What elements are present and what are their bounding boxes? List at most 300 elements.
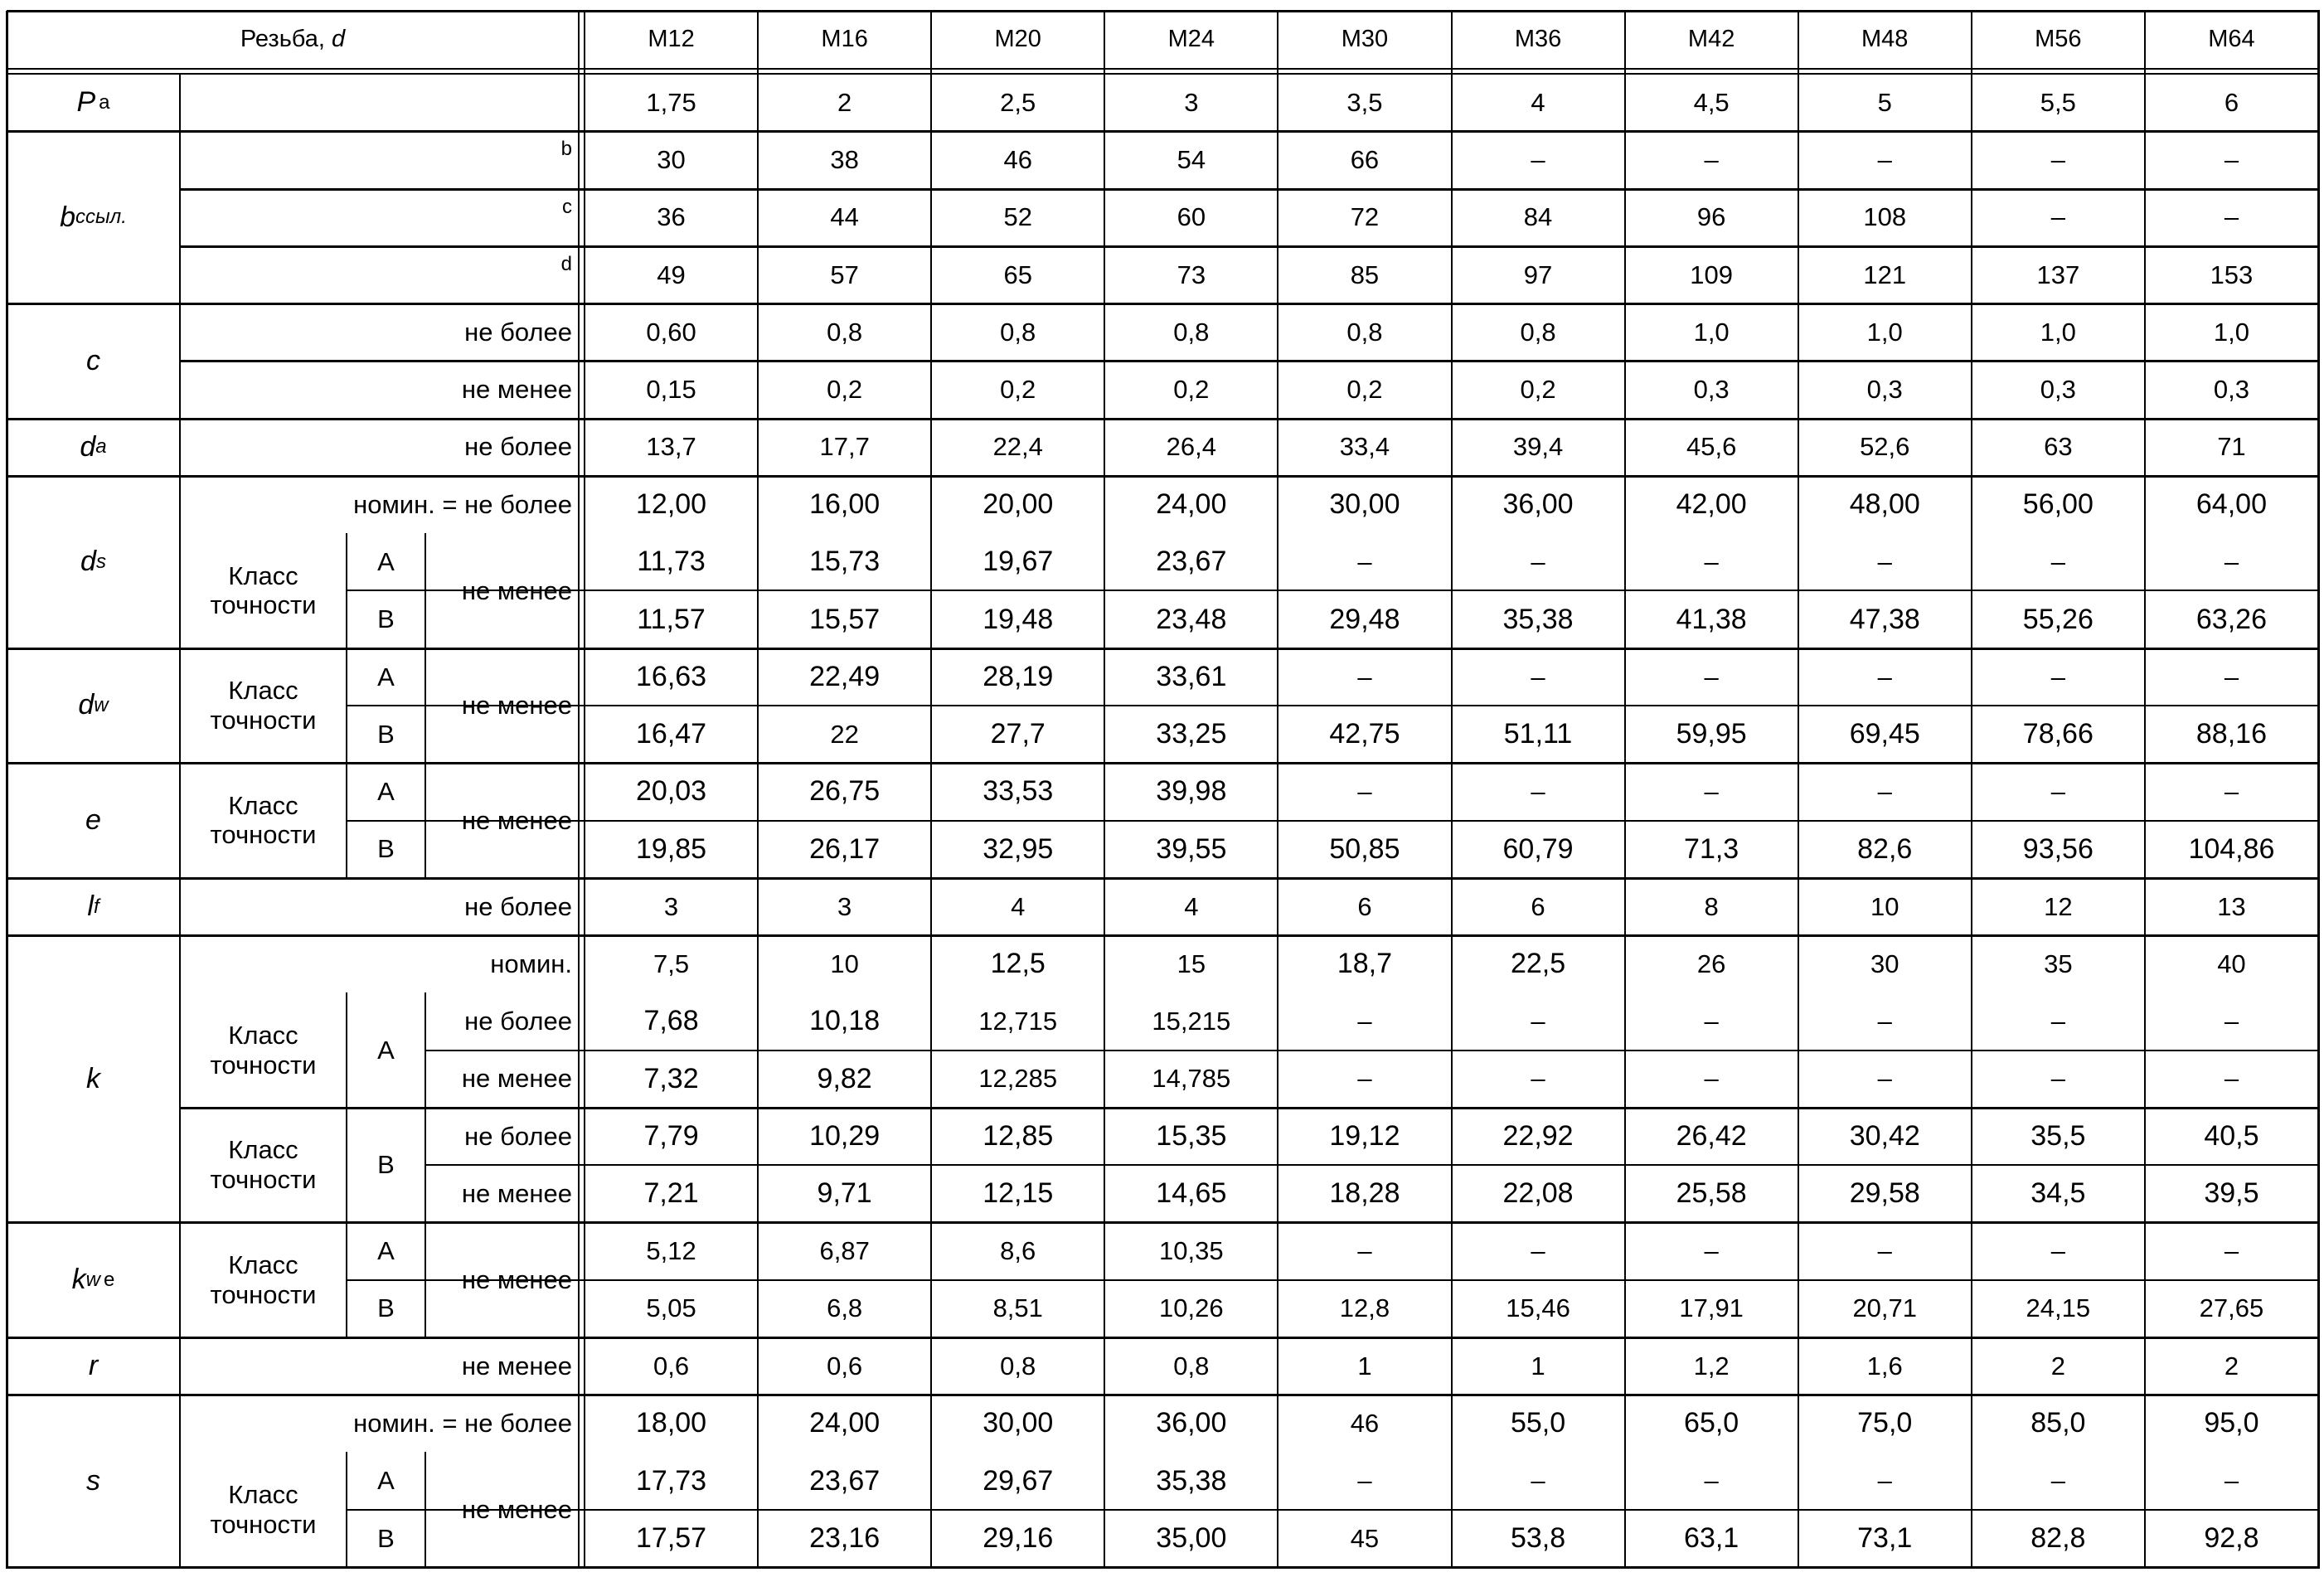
value-cell: 71 <box>2217 432 2246 462</box>
value-cell: – <box>1877 145 1892 175</box>
value-cell: 73 <box>1177 260 1206 289</box>
value-cell: 4 <box>1531 87 1545 117</box>
value-cell: 63,1 <box>1684 1521 1739 1554</box>
value-cell: 17,57 <box>636 1521 707 1554</box>
empty-label <box>180 74 579 131</box>
value-cell: – <box>2050 145 2065 175</box>
limit-label: не более <box>464 317 572 347</box>
value-cell: 1,2 <box>1693 1351 1730 1380</box>
limit-label: не менее <box>461 1264 572 1294</box>
value-cell: – <box>1531 777 1545 807</box>
grid-line <box>425 1222 426 1339</box>
value-cell: 85 <box>1350 260 1380 289</box>
accuracy-class-label: Класс точности <box>210 560 317 620</box>
value-cell: 0,8 <box>827 317 863 347</box>
value-cell: – <box>1877 1236 1892 1266</box>
grid-line <box>346 763 347 880</box>
value-cell: – <box>2224 777 2239 807</box>
value-cell: 35,38 <box>1502 603 1574 635</box>
grid-line <box>7 1566 2320 1569</box>
value-cell: 0,2 <box>1346 375 1383 405</box>
thread-size-header: M42 <box>1687 26 1735 53</box>
value-cell: 18,00 <box>636 1407 707 1439</box>
thread-size-header: M30 <box>1341 26 1389 53</box>
param-symbol-k <box>7 935 180 1222</box>
value-cell: 22,4 <box>992 432 1043 462</box>
value-cell: 24,00 <box>809 1407 881 1439</box>
grid-line <box>1451 11 1453 1569</box>
grid-line <box>425 992 426 1224</box>
limit-label: не менее <box>461 691 572 721</box>
value-cell: 97 <box>1523 260 1553 289</box>
value-cell: 24,15 <box>2026 1293 2091 1323</box>
value-cell: 7,21 <box>643 1177 699 1210</box>
accuracy-class-b: B <box>377 604 395 634</box>
value-cell: 46 <box>1003 145 1032 175</box>
accuracy-class-a: A <box>377 662 395 691</box>
value-cell: 2 <box>2224 1351 2239 1380</box>
value-cell: 0,8 <box>1000 317 1036 347</box>
value-cell: 36,00 <box>1156 1407 1227 1439</box>
value-cell: 15,35 <box>1156 1119 1227 1152</box>
value-cell: 6,8 <box>827 1293 863 1323</box>
param-subscript: w <box>94 694 109 717</box>
grid-line <box>1104 11 1105 1569</box>
value-cell: 84 <box>1523 202 1553 232</box>
value-cell: 108 <box>1863 202 1907 232</box>
value-cell: 23,16 <box>809 1521 881 1554</box>
value-cell: 45,6 <box>1686 432 1737 462</box>
value-cell: – <box>1357 1466 1372 1496</box>
value-cell: – <box>2050 546 2065 576</box>
limit-label: не более <box>464 891 572 921</box>
value-cell: – <box>1704 1064 1719 1094</box>
value-cell: 22,08 <box>1502 1177 1574 1210</box>
value-cell: 82,8 <box>2030 1521 2086 1554</box>
value-cell: 10 <box>1870 891 1899 921</box>
value-cell: 26,4 <box>1166 432 1217 462</box>
param-symbol-dw <box>7 648 180 764</box>
grid-line <box>2317 11 2320 1569</box>
param-symbol: k <box>71 1264 86 1296</box>
accuracy-class-label: Класс точности <box>210 1135 317 1195</box>
value-cell: 32,95 <box>982 832 1054 865</box>
value-cell: 22,92 <box>1502 1119 1574 1152</box>
value-cell: 42,00 <box>1676 488 1747 520</box>
value-cell: 15,73 <box>809 546 881 578</box>
value-cell: – <box>2224 1466 2239 1496</box>
value-cell: 16,00 <box>809 488 881 520</box>
value-cell: 12,8 <box>1339 1293 1390 1323</box>
value-cell: 63,26 <box>2195 603 2267 635</box>
value-cell: 29,58 <box>1849 1177 1920 1210</box>
value-cell: 29,48 <box>1329 603 1400 635</box>
value-cell: 6 <box>2224 87 2239 117</box>
value-cell: 39,98 <box>1156 775 1227 808</box>
param-symbol: c <box>86 344 100 376</box>
value-cell: 11,57 <box>637 603 706 635</box>
grid-line <box>425 763 426 880</box>
value-cell: 0,15 <box>646 375 696 405</box>
value-cell: 12,00 <box>636 488 707 520</box>
value-cell: 65 <box>1003 260 1032 289</box>
value-cell: 46 <box>1350 1409 1380 1438</box>
value-cell: 35,00 <box>1156 1521 1227 1554</box>
value-cell: – <box>1704 1007 1719 1036</box>
value-cell: 1,6 <box>1866 1351 1903 1380</box>
value-cell: 1,0 <box>1866 317 1903 347</box>
value-cell: 49 <box>657 260 686 289</box>
param-symbol-ds <box>7 476 180 648</box>
value-cell: 17,73 <box>636 1464 707 1497</box>
grid-line <box>2144 11 2146 1569</box>
accuracy-class-b: B <box>377 1523 395 1553</box>
value-cell: 60,79 <box>1502 832 1574 865</box>
value-cell: – <box>2050 1064 2065 1094</box>
grid-line <box>6 11 8 1569</box>
value-cell: 12,85 <box>982 1119 1054 1152</box>
value-cell: – <box>1704 546 1719 576</box>
param-symbol-e <box>7 763 180 878</box>
value-cell: 15,57 <box>809 603 881 635</box>
value-cell: 93,56 <box>2022 832 2094 865</box>
value-cell: 72 <box>1350 202 1380 232</box>
value-cell: 20,71 <box>1852 1293 1918 1323</box>
param-symbol: l <box>87 890 94 922</box>
value-cell: 0,3 <box>1693 375 1730 405</box>
param-symbol-c <box>7 303 180 419</box>
thread-size-header: M16 <box>821 26 868 53</box>
param-symbol-b <box>7 131 180 303</box>
limit-label: номин. = не более <box>353 1409 572 1438</box>
grid-line <box>425 1452 426 1569</box>
value-cell: – <box>2224 145 2239 175</box>
value-cell: 4,5 <box>1693 87 1730 117</box>
param-subscript: w <box>85 1268 100 1291</box>
value-cell: 6 <box>1357 891 1372 921</box>
value-cell: 36,00 <box>1502 488 1574 520</box>
value-cell: 8,6 <box>1000 1236 1036 1266</box>
value-cell: 30,42 <box>1849 1119 1920 1152</box>
value-cell: 7,5 <box>653 949 690 978</box>
value-cell: 38 <box>830 145 859 175</box>
value-cell: 96 <box>1696 202 1726 232</box>
value-cell: – <box>2224 1064 2239 1094</box>
accuracy-class-label: Класс точности <box>210 790 317 850</box>
value-cell: 27,7 <box>990 718 1046 750</box>
grid-line <box>346 1222 347 1339</box>
value-cell: 0,3 <box>2040 375 2076 405</box>
value-cell: 88,16 <box>2195 718 2267 750</box>
grid-line <box>7 68 2320 70</box>
param-symbol: r <box>88 1350 99 1381</box>
value-cell: 10,18 <box>809 1005 881 1037</box>
value-cell: 19,67 <box>982 546 1054 578</box>
value-cell: 22 <box>830 719 859 749</box>
value-cell: – <box>1357 1236 1372 1266</box>
grid-line <box>346 648 347 765</box>
value-cell: 24,00 <box>1156 488 1227 520</box>
param-symbol: s <box>86 1464 100 1497</box>
param-footnote-mark: a <box>99 90 110 114</box>
value-cell: 8 <box>1704 891 1719 921</box>
value-cell: 78,66 <box>2022 718 2094 750</box>
value-cell: 55,0 <box>1510 1407 1566 1439</box>
grid-line <box>7 73 2320 75</box>
value-cell: – <box>1704 662 1719 691</box>
thread-size-header: M12 <box>648 26 695 53</box>
param-symbol: d <box>80 546 96 578</box>
value-cell: 15 <box>1177 949 1206 978</box>
value-cell: 22,49 <box>809 660 881 692</box>
limit-label: не более <box>464 1121 572 1151</box>
value-cell: 56,00 <box>2022 488 2094 520</box>
value-cell: – <box>1531 1466 1545 1496</box>
value-cell: 12,15 <box>982 1177 1054 1210</box>
param-symbol: b <box>60 201 76 233</box>
value-cell: 60 <box>1177 202 1206 232</box>
value-cell: 92,8 <box>2204 1521 2259 1554</box>
value-cell: 29,16 <box>982 1521 1054 1554</box>
grid-line <box>346 533 347 650</box>
value-cell: 30 <box>1870 949 1899 978</box>
value-cell: – <box>1531 1236 1545 1266</box>
accuracy-class-a: A <box>377 777 395 807</box>
value-cell: 50,85 <box>1329 832 1400 865</box>
value-cell: 75,0 <box>1857 1407 1913 1439</box>
footnote-mark-d: d <box>560 252 572 275</box>
value-cell: – <box>2224 1007 2239 1036</box>
value-cell: – <box>2224 546 2239 576</box>
value-cell: 2 <box>2050 1351 2065 1380</box>
value-cell: 82,6 <box>1857 832 1913 865</box>
param-symbol: P <box>76 86 96 119</box>
value-cell: 52,6 <box>1860 432 1910 462</box>
value-cell: 0,2 <box>827 375 863 405</box>
value-cell: 5,12 <box>646 1236 696 1266</box>
grid-line <box>930 11 932 1569</box>
value-cell: 7,32 <box>643 1062 699 1094</box>
param-subscript: s <box>95 550 106 573</box>
value-cell: 13,7 <box>646 432 696 462</box>
value-cell: – <box>1877 662 1892 691</box>
value-cell: 45 <box>1350 1523 1380 1553</box>
thread-size-header: M36 <box>1514 26 1562 53</box>
value-cell: 11,73 <box>637 546 706 578</box>
param-subscript: ссыл. <box>75 206 127 229</box>
thread-header-label <box>7 11 579 69</box>
param-symbol-P <box>7 74 180 131</box>
value-cell: 40 <box>2217 949 2246 978</box>
value-cell: 20,00 <box>982 488 1054 520</box>
value-cell: 69,45 <box>1849 718 1920 750</box>
value-cell: 23,48 <box>1156 603 1227 635</box>
value-cell: 1 <box>1531 1351 1545 1380</box>
accuracy-class-a: A <box>377 546 395 576</box>
thread-header-text: Резьба, <box>240 26 332 53</box>
param-symbol: k <box>86 1062 100 1094</box>
value-cell: 19,12 <box>1329 1119 1400 1152</box>
thread-size-header: M20 <box>994 26 1041 53</box>
grid-line <box>578 11 580 1569</box>
value-cell: 0,2 <box>1000 375 1036 405</box>
value-cell: 18,28 <box>1329 1177 1400 1210</box>
thread-size-header: M56 <box>2035 26 2082 53</box>
value-cell: 0,6 <box>827 1351 863 1380</box>
grid-line <box>346 992 347 1224</box>
value-cell: 109 <box>1690 260 1733 289</box>
value-cell: 1,75 <box>646 87 696 117</box>
param-footnote-mark: e <box>103 1268 115 1291</box>
value-cell: – <box>1877 546 1892 576</box>
param-subscript: f <box>93 895 99 918</box>
value-cell: 30,00 <box>982 1407 1054 1439</box>
value-cell: 2,5 <box>1000 87 1036 117</box>
value-cell: – <box>1704 1466 1719 1496</box>
value-cell: 14,65 <box>1156 1177 1227 1210</box>
grid-line <box>1277 11 1278 1569</box>
value-cell: 39,5 <box>2204 1177 2259 1210</box>
value-cell: 18,7 <box>1337 948 1393 980</box>
param-subscript: a <box>95 435 107 459</box>
value-cell: 0,8 <box>1520 317 1556 347</box>
value-cell: 10,29 <box>809 1119 881 1152</box>
value-cell: – <box>2050 777 2065 807</box>
grid-line <box>1971 11 1972 1569</box>
value-cell: 8,51 <box>992 1293 1043 1323</box>
grid-line <box>1798 11 1799 1569</box>
value-cell: 0,3 <box>1866 375 1903 405</box>
value-cell: 104,86 <box>2188 832 2275 865</box>
value-cell: 9,82 <box>817 1062 872 1094</box>
value-cell: 30,00 <box>1329 488 1400 520</box>
value-cell: 52 <box>1003 202 1032 232</box>
value-cell: 3 <box>837 891 852 921</box>
value-cell: 153 <box>2210 260 2254 289</box>
accuracy-class-label: Класс точности <box>210 1480 317 1539</box>
value-cell: 33,61 <box>1156 660 1227 692</box>
value-cell: 26 <box>1696 949 1726 978</box>
value-cell: – <box>2224 202 2239 232</box>
value-cell: 0,8 <box>1346 317 1383 347</box>
limit-label: не менее <box>461 1064 572 1094</box>
value-cell: 51,11 <box>1503 718 1573 750</box>
thread-size-header: M24 <box>1167 26 1215 53</box>
accuracy-class-a: A <box>377 1466 395 1496</box>
value-cell: – <box>1704 145 1719 175</box>
value-cell: – <box>2224 1236 2239 1266</box>
value-cell: 42,75 <box>1329 718 1400 750</box>
value-cell: 53,8 <box>1510 1521 1566 1554</box>
value-cell: 3 <box>663 891 679 921</box>
value-cell: 27,65 <box>2199 1293 2264 1323</box>
limit-label: не более <box>464 432 572 462</box>
value-cell: – <box>1531 1007 1545 1036</box>
value-cell: 22,5 <box>1510 948 1566 980</box>
param-symbol: d <box>80 430 96 463</box>
value-cell: 54 <box>1177 145 1206 175</box>
value-cell: – <box>2050 1007 2065 1036</box>
value-cell: 66 <box>1350 145 1380 175</box>
grid-line <box>7 10 2320 12</box>
value-cell: 35 <box>2044 949 2073 978</box>
value-cell: 26,42 <box>1676 1119 1747 1152</box>
value-cell: 39,4 <box>1512 432 1564 462</box>
value-cell: 28,19 <box>982 660 1054 692</box>
value-cell: – <box>1357 777 1372 807</box>
limit-label: не менее <box>461 575 572 605</box>
value-cell: 71,3 <box>1684 832 1739 865</box>
param-symbol: d <box>78 689 95 721</box>
value-cell: 33,53 <box>982 775 1054 808</box>
accuracy-class-b: B <box>377 834 395 864</box>
value-cell: – <box>2224 662 2239 691</box>
param-symbol: e <box>85 803 101 836</box>
value-cell: 39,55 <box>1156 832 1227 865</box>
value-cell: 41,38 <box>1676 603 1747 635</box>
value-cell: 19,48 <box>982 603 1054 635</box>
value-cell: 3 <box>1184 87 1199 117</box>
value-cell: 64,00 <box>2195 488 2267 520</box>
grid-line <box>179 74 181 1569</box>
param-symbol-kw <box>7 1222 180 1337</box>
value-cell: 36 <box>657 202 686 232</box>
value-cell: 26,75 <box>809 775 881 808</box>
value-cell: 40,5 <box>2204 1119 2259 1152</box>
limit-label: номин. = не более <box>353 489 572 519</box>
value-cell: – <box>2050 1466 2065 1496</box>
value-cell: 65,0 <box>1684 1407 1739 1439</box>
value-cell: 34,5 <box>2030 1177 2086 1210</box>
grid-line <box>1624 11 1626 1569</box>
value-cell: 7,68 <box>643 1005 699 1037</box>
value-cell: 17,7 <box>819 432 870 462</box>
limit-label: не менее <box>461 375 572 405</box>
value-cell: 1,0 <box>2213 317 2249 347</box>
value-cell: 12 <box>2044 891 2073 921</box>
value-cell: 5 <box>1877 87 1892 117</box>
value-cell: 3,5 <box>1346 87 1383 117</box>
value-cell: 0,8 <box>1173 317 1210 347</box>
value-cell: 57 <box>830 260 859 289</box>
value-cell: 35,5 <box>2030 1119 2086 1152</box>
value-cell: 59,95 <box>1676 718 1747 750</box>
value-cell: – <box>1877 1466 1892 1496</box>
thread-size-header: M48 <box>1861 26 1909 53</box>
grid-line <box>425 533 426 650</box>
value-cell: 4 <box>1184 891 1199 921</box>
value-cell: 14,785 <box>1152 1064 1231 1094</box>
accuracy-class-label: Класс точности <box>210 1020 317 1080</box>
param-symbol-lf <box>7 878 180 935</box>
value-cell: – <box>1531 546 1545 576</box>
footnote-mark-c: c <box>562 195 572 218</box>
param-symbol-s <box>7 1395 180 1567</box>
value-cell: – <box>1357 1064 1372 1094</box>
value-cell: 0,3 <box>2213 375 2249 405</box>
limit-label: номин. <box>490 949 572 978</box>
limit-label: не менее <box>461 805 572 835</box>
value-cell: – <box>1357 1007 1372 1036</box>
thread-header-variable: d <box>332 26 346 53</box>
value-cell: 85,0 <box>2030 1407 2086 1439</box>
value-cell: 16,47 <box>636 718 707 750</box>
footnote-mark-b: b <box>560 138 572 161</box>
value-cell: 12,5 <box>990 948 1046 980</box>
value-cell: 17,91 <box>1679 1293 1744 1323</box>
accuracy-class-b: B <box>377 719 395 749</box>
value-cell: 121 <box>1863 260 1907 289</box>
